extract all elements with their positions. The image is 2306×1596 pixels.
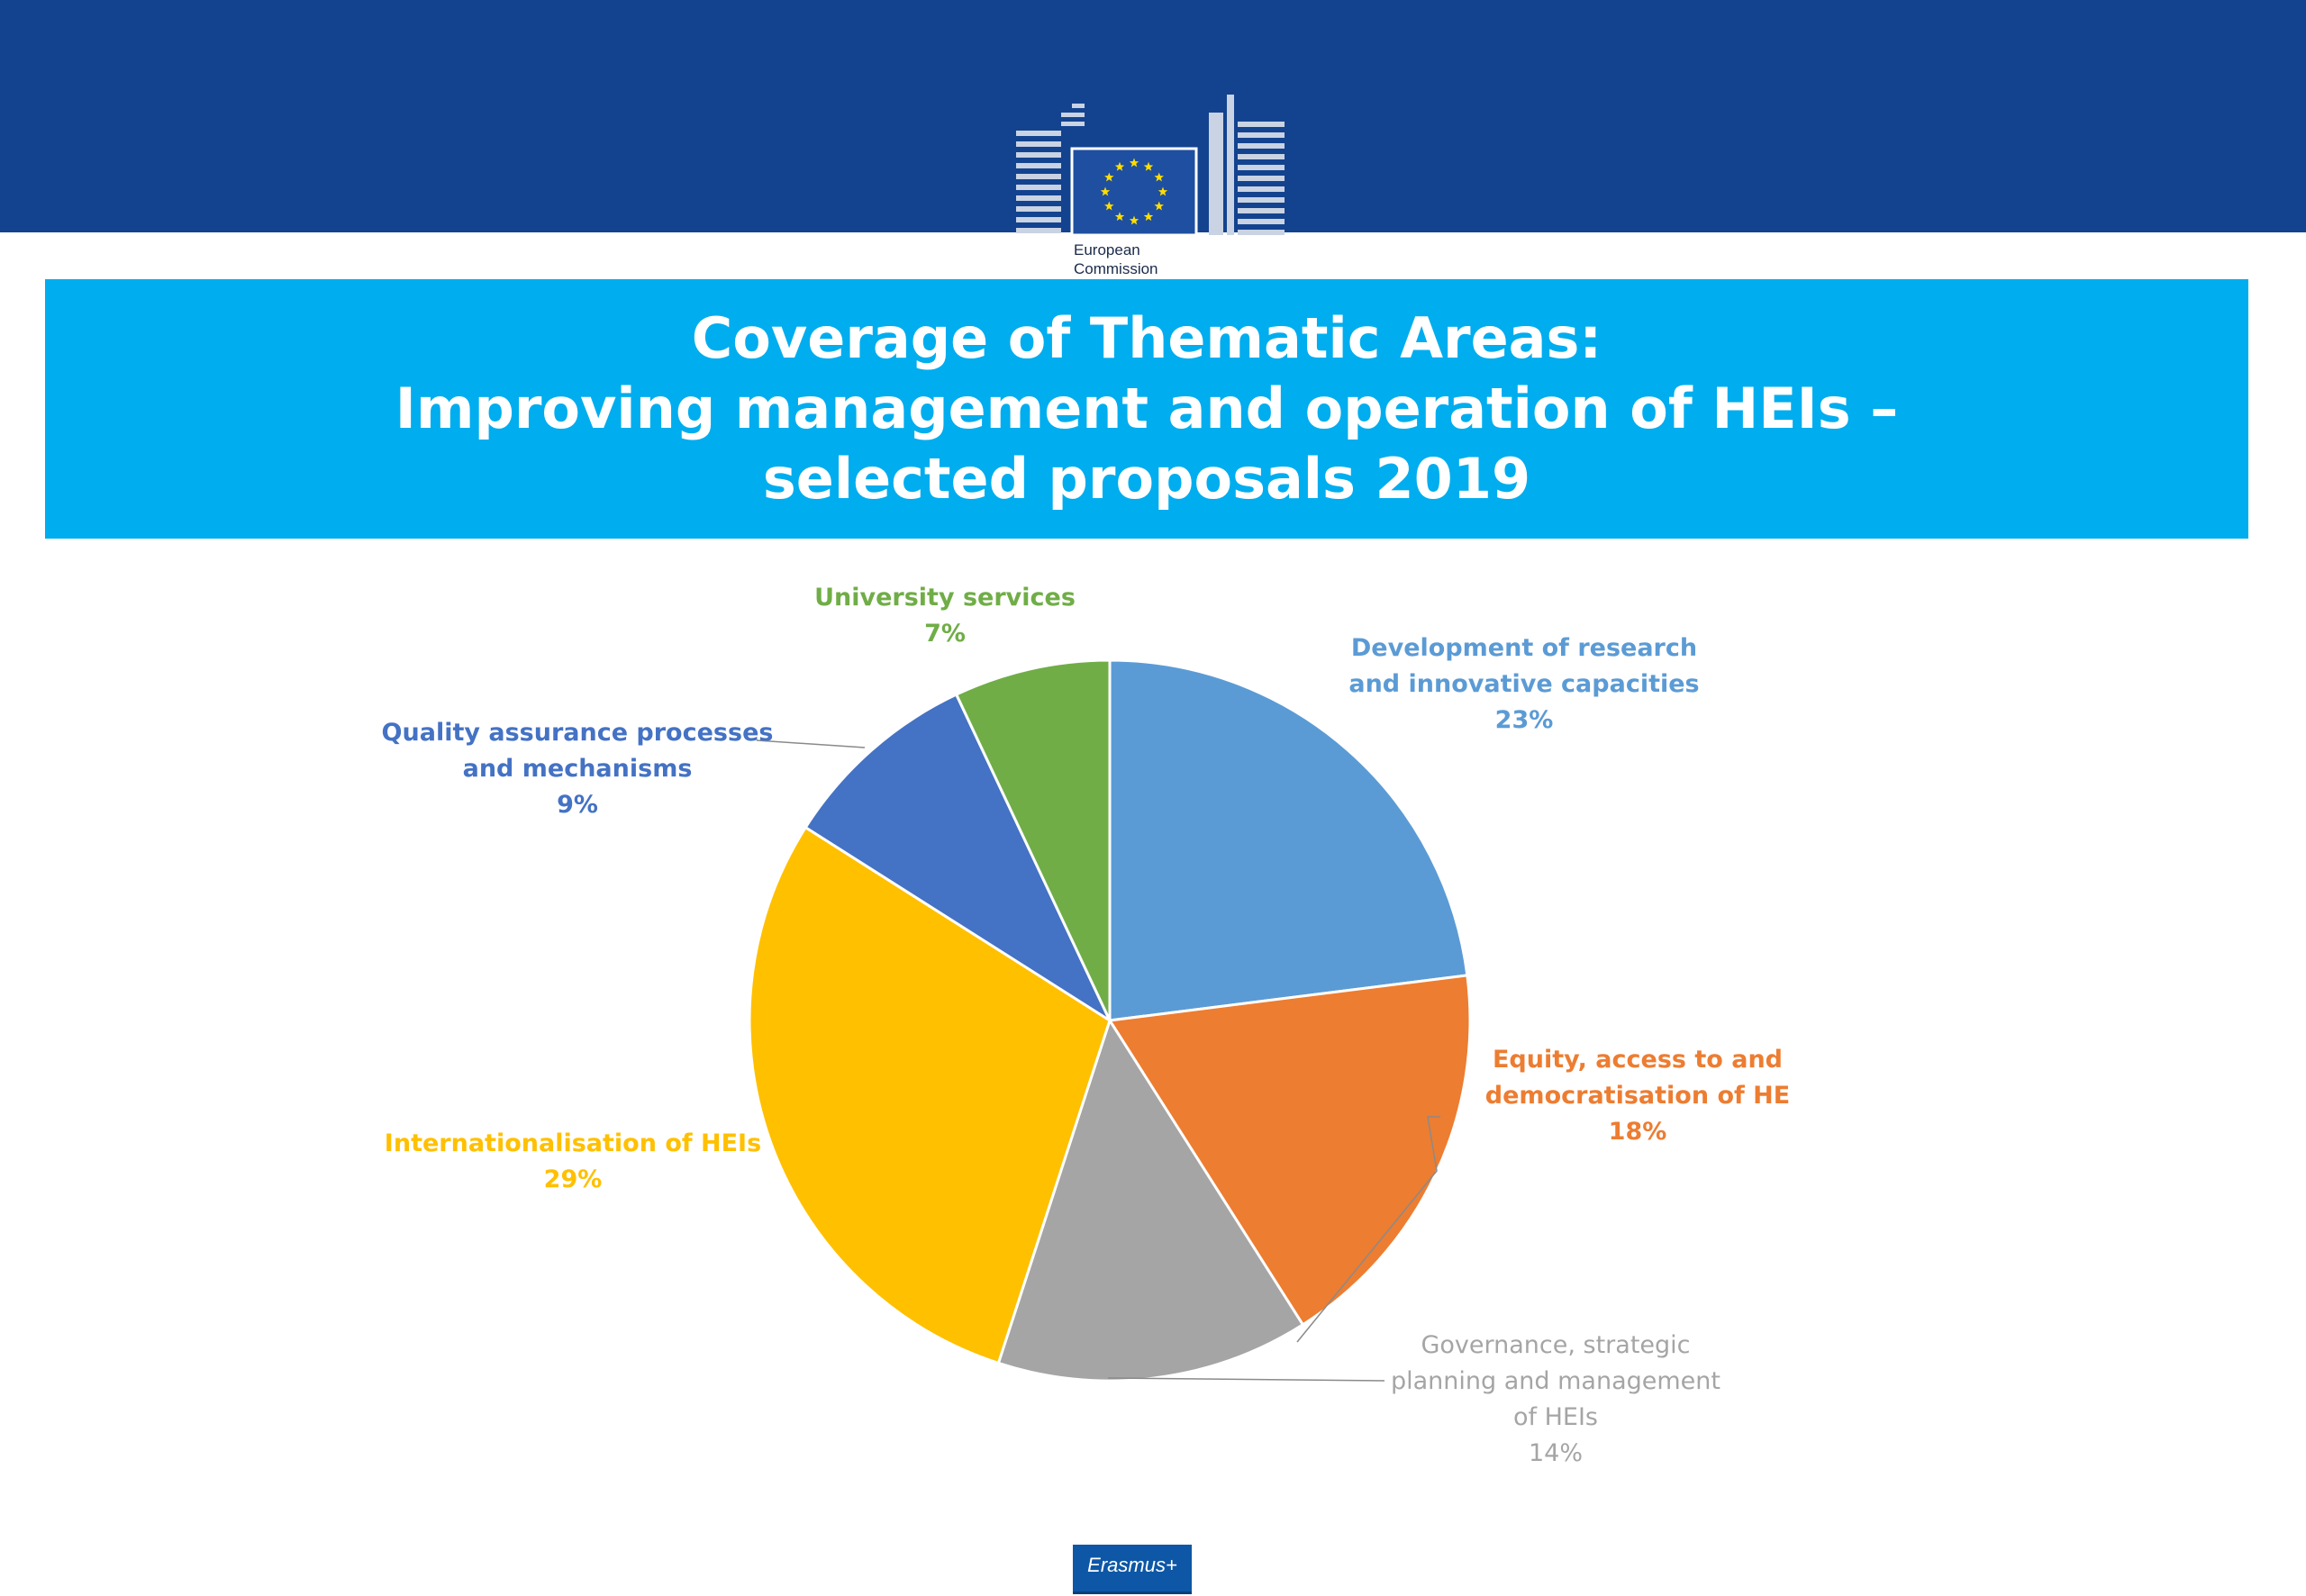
slice-label-2: Equity, access to and democratisation of HE 18% (1484, 1046, 1791, 1146)
european-commission-logo (1009, 86, 1306, 284)
ec-logo-line1: European (1074, 241, 1140, 258)
ec-logo-text (1074, 240, 1254, 278)
title-banner (45, 279, 2248, 539)
ec-building-icon (1009, 86, 1306, 240)
slice-label-4: Internationalisation of HEIs 29% (384, 1129, 762, 1193)
title-line-3: selected proposals 2019 (762, 446, 1531, 512)
ec-logo-line2: Commission (1074, 260, 1158, 277)
slice-label-6: University services 7% (814, 584, 1076, 648)
erasmus-plus-logo: Erasmus+ (1073, 1545, 1192, 1594)
slice-label-1: Development of research and innovative capacities 23% (1348, 634, 1700, 734)
slice-label-3: Governance, strategic planning and management of HEIs 14% (1391, 1331, 1720, 1467)
pie-chart (0, 540, 2306, 1531)
title-line-1: Coverage of Thematic Areas: (691, 305, 1602, 371)
pie-slice-1 (1110, 660, 1467, 1020)
slice-label-5: Quality assurance processes and mechanisms 9% (381, 719, 774, 819)
title-line-2: Improving management and operation of HEIs – (395, 376, 1899, 441)
